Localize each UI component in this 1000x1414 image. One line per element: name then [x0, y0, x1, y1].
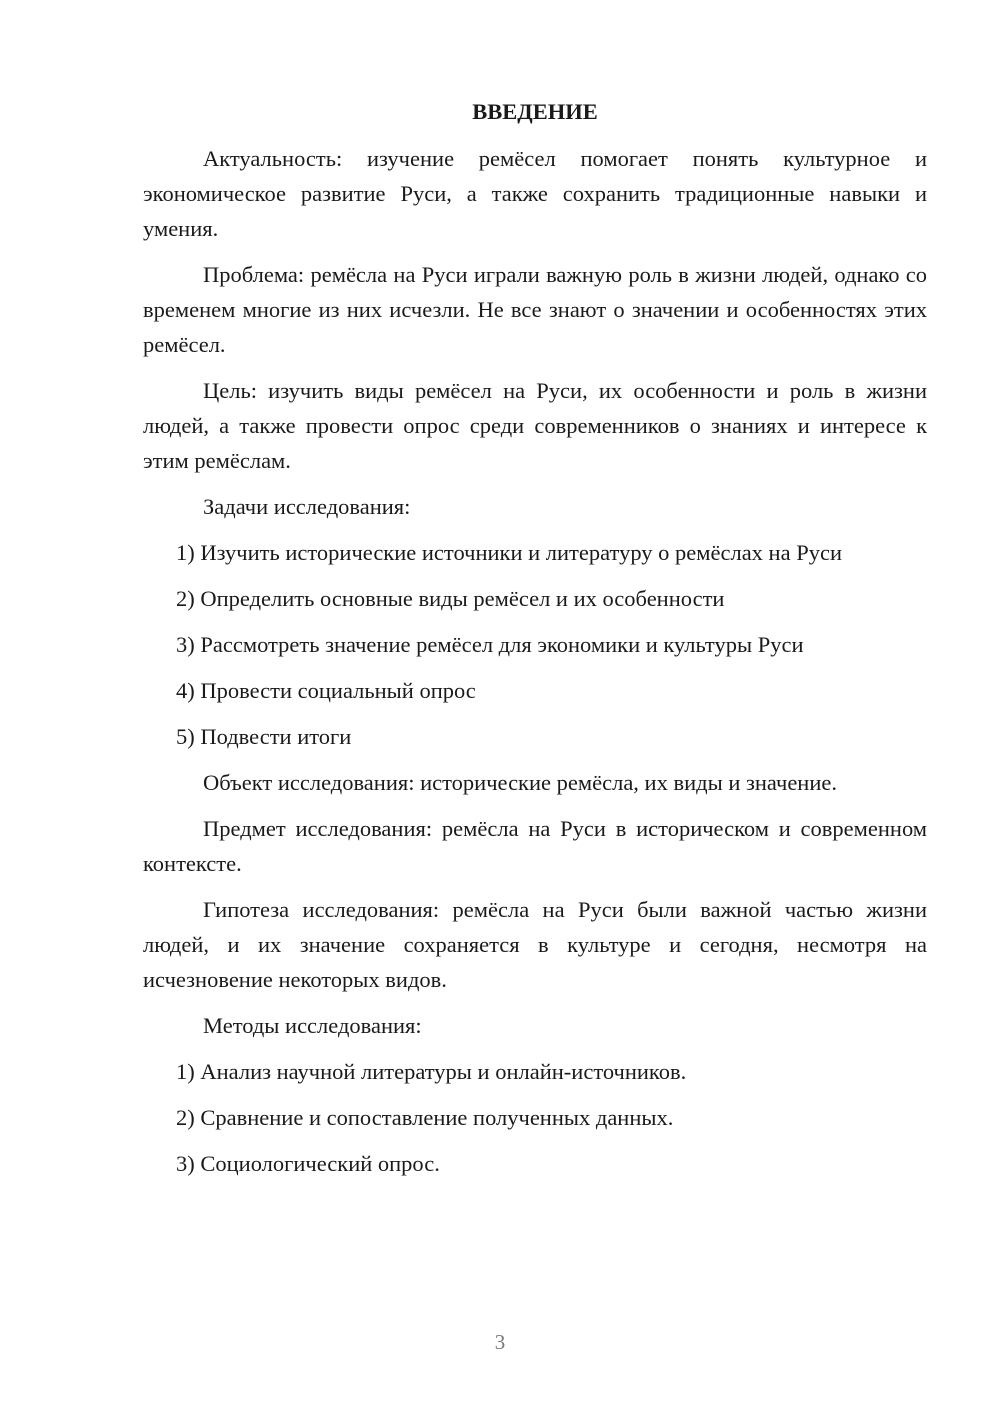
subject-paragraph: Предмет исследования: ремёсла на Руси в историческом и современном контексте. — [143, 816, 927, 876]
tasks-list — [143, 535, 927, 754]
list-item: 1) Изучить исторические источники и литературу о ремёслах на Руси — [176, 540, 843, 565]
methods-list — [143, 1054, 927, 1181]
list-item: 2) Сравнение и сопоставление полученных данных. — [176, 1105, 674, 1130]
problem-paragraph: Проблема: ремёсла на Руси играли важную роль в жизни людей, однако со временем многие из них исчезли. Не все знают о значении и особенностях этих ремёсел. — [143, 262, 927, 357]
goal-paragraph: Цель: изучить виды ремёсел на Руси, их особенности и роль в жизни людей, а также провести опрос среди современников о знаниях и интересе к этим ремёслам. — [143, 378, 927, 473]
list-item: 4) Провести социальный опрос — [176, 678, 476, 703]
methods-heading: Методы исследования: — [203, 1013, 422, 1038]
hypothesis-paragraph: Гипотеза исследования: ремёсла на Руси были важной частью жизни людей, и их значение сохраняется в культуре и сегодня, несмотря на исчезновение некоторых видов. — [143, 897, 927, 992]
page-title: ВВЕДЕНИЕ — [472, 99, 598, 124]
list-item: 3) Рассмотреть значение ремёсел для экономики и культуры Руси — [176, 632, 804, 657]
relevance-paragraph: Актуальность: изучение ремёсел помогает понять культурное и экономическое развитие Руси, а также сохранить традиционные навыки и умения. — [143, 146, 927, 241]
list-item: 2) Определить основные виды ремёсел и их особенности — [176, 586, 725, 611]
object-paragraph: Объект исследования: исторические ремёсла, их виды и значение. — [203, 770, 837, 795]
page-number: 3 — [494, 1330, 506, 1354]
tasks-heading: Задачи исследования: — [203, 494, 411, 519]
list-item: 5) Подвести итоги — [176, 724, 352, 749]
list-item: 1) Анализ научной литературы и онлайн-источников. — [176, 1059, 687, 1084]
list-item: 3) Социологический опрос. — [176, 1151, 440, 1176]
document-page — [143, 94, 927, 1192]
